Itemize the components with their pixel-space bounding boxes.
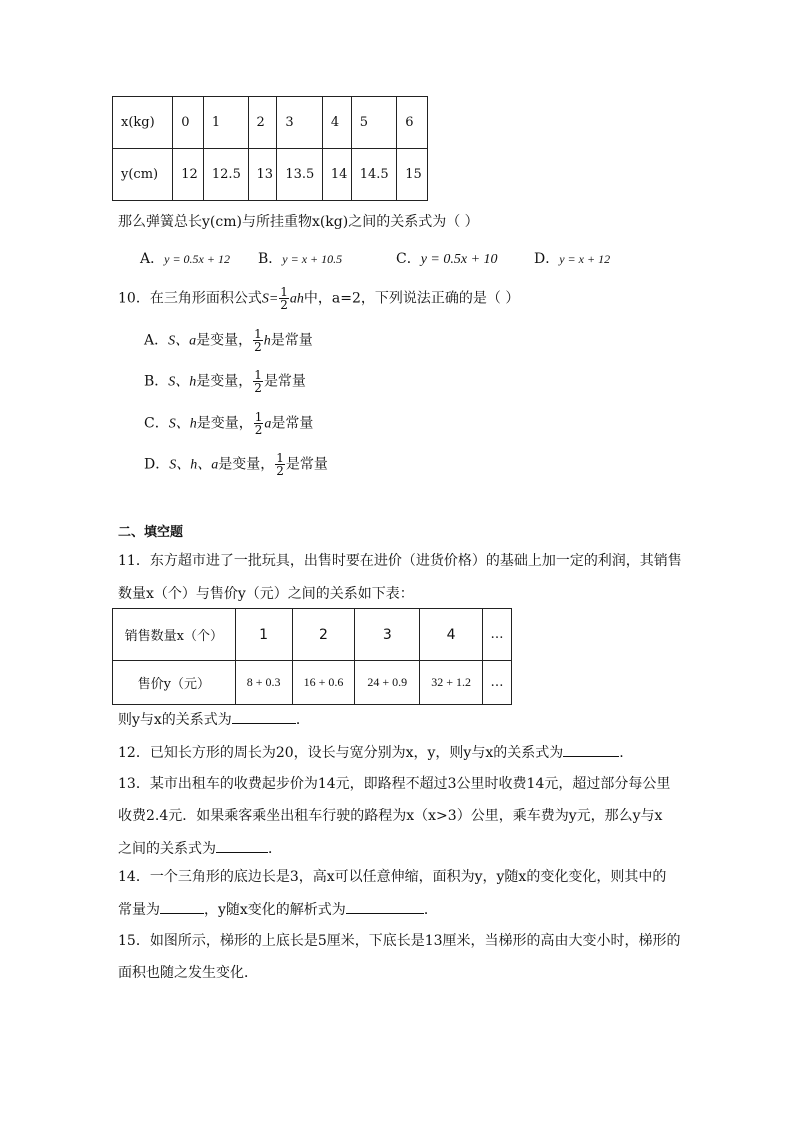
- table-cell: 1: [235, 609, 292, 661]
- table-header-cell: 售价y（元）: [113, 661, 236, 705]
- option-vars: S、h: [168, 374, 197, 390]
- table-cell: 13: [248, 149, 277, 201]
- fraction-denominator: 2: [254, 340, 262, 354]
- section-title: 二、填空题: [118, 525, 184, 540]
- q10-formula-right: ah: [289, 291, 304, 307]
- question-11-answer-line: [118, 709, 310, 730]
- option-b: [258, 249, 342, 269]
- fraction: [254, 411, 264, 436]
- table-cell: 5: [351, 97, 397, 149]
- table-cell: 2: [248, 97, 277, 149]
- answer-blank[interactable]: [160, 899, 204, 914]
- question-11-line1: 11．东方超市进了一批玩具，出售时要在进价（进货价格）的基础上加一定的利润，其销售: [118, 553, 682, 569]
- table-cell: 24 + 0.9: [355, 661, 420, 705]
- table-cell: 1: [203, 97, 248, 149]
- option-end: 是常量: [263, 373, 306, 390]
- table-header-cell: 销售数量x（个）: [113, 609, 236, 661]
- table-cell: 3: [277, 97, 323, 149]
- option-mid: 是变量，: [196, 373, 253, 390]
- fraction-numerator: 1: [276, 451, 284, 465]
- fraction-numerator: 1: [254, 410, 263, 424]
- option-d: [534, 249, 610, 269]
- q14-line2-b: ，y随x变化的解析式为: [204, 902, 346, 918]
- question-15-line2: 面积也随之发生变化．: [118, 965, 258, 981]
- q10-prefix: 10．在三角形面积公式: [118, 290, 262, 307]
- table-cell: 3: [355, 609, 420, 661]
- option-end: 是常量: [285, 456, 328, 473]
- table-row: [113, 97, 428, 149]
- answer-blank[interactable]: [346, 899, 424, 914]
- option-end: 是常量: [270, 332, 313, 349]
- table-cell: 15: [397, 149, 428, 201]
- table-cell: 32 + 1.2: [420, 661, 483, 705]
- q14-line2-a: 常量为: [118, 902, 160, 918]
- q11-end: ．: [295, 712, 310, 728]
- option-label: C．: [396, 251, 421, 267]
- option-end: 是常量: [271, 415, 314, 432]
- q10-option-a: [144, 328, 313, 353]
- question-14-line1: 14．一个三角形的底边长是3，高x可以任意伸缩，面积为y，y随x的变化变化，则其中的: [118, 869, 667, 885]
- option-vars: S、h、a: [169, 457, 219, 473]
- question-15-line1: 15．如图所示，梯形的上底长是5厘米，下底长是13厘米，当梯形的高由大变小时，梯形的: [118, 933, 681, 949]
- table-cell: 4: [420, 609, 483, 661]
- q10-option-c: [144, 411, 313, 436]
- fraction-numerator: 1: [254, 368, 262, 382]
- option-vars: S、h: [168, 416, 197, 432]
- fraction-denominator: 2: [254, 423, 263, 437]
- q10-option-b: [144, 369, 306, 394]
- option-after-frac: a: [264, 416, 272, 432]
- question-14-line2: [118, 899, 438, 920]
- option-a: [140, 249, 230, 269]
- question-10-stem: [118, 286, 519, 311]
- question-13-line1: 13．某市出租车的收费起步价为14元，即路程不超过3公里时收费14元，超过部分每公里: [118, 776, 671, 792]
- option-expr: y = x + 10.5: [282, 252, 343, 266]
- option-label: C．: [144, 415, 169, 432]
- table-row: [113, 661, 512, 705]
- table-cell: 12.5: [203, 149, 248, 201]
- answer-blank[interactable]: [216, 838, 268, 853]
- table-cell: 4: [322, 97, 351, 149]
- sales-table: [112, 608, 512, 705]
- fraction: [279, 286, 289, 311]
- table-cell: …: [483, 661, 512, 705]
- fraction: [275, 452, 285, 477]
- table-cell: 8 + 0.3: [235, 661, 292, 705]
- q12-end: .: [619, 745, 624, 761]
- option-label: A．: [144, 332, 169, 349]
- fraction-denominator: 2: [276, 464, 284, 478]
- question-11-line2: 数量x（个）与售价y（元）之间的关系如下表：: [118, 586, 414, 602]
- table-cell: 14.5: [351, 149, 397, 201]
- option-label: D．: [534, 251, 560, 267]
- q12-text: 12．已知长方形的周长为20，设长与宽分别为x，y，则y与x的关系式为: [118, 745, 564, 761]
- table-cell: 14: [322, 149, 351, 201]
- fraction-denominator: 2: [280, 298, 288, 312]
- option-label: A．: [140, 251, 165, 267]
- q10-suffix: 中，a=2，下列说法正确的是（ ）: [303, 290, 520, 307]
- answer-blank[interactable]: [563, 742, 619, 757]
- table-cell: 16 + 0.6: [292, 661, 355, 705]
- fraction: [253, 328, 263, 353]
- question-9-stem: 那么弹簧总长y(cm)与所挂重物x(kg)之间的关系式为（ ）: [118, 214, 479, 230]
- table-cell: y(cm): [113, 149, 173, 201]
- option-mid: 是变量，: [196, 332, 253, 349]
- option-expr: y = 0.5x + 10: [420, 252, 498, 267]
- spring-data-table: [112, 96, 428, 201]
- table-row: [113, 609, 512, 661]
- question-12: [118, 742, 624, 763]
- option-after-frac: h: [263, 333, 271, 349]
- option-c: [396, 249, 498, 270]
- option-mid: 是变量，: [218, 456, 275, 473]
- option-vars: S、a: [168, 333, 197, 349]
- table-cell: x(kg): [113, 97, 173, 149]
- fraction-numerator: 1: [280, 285, 288, 299]
- q14-end: ．: [423, 902, 438, 918]
- q10-formula-left: S=: [261, 291, 279, 307]
- table-cell: 12: [173, 149, 204, 201]
- table-cell: 2: [292, 609, 355, 661]
- q13-line3-text: 之间的关系式为: [118, 841, 216, 857]
- table-row: [113, 149, 428, 201]
- answer-blank[interactable]: [232, 709, 296, 724]
- option-label: D．: [144, 456, 170, 473]
- fraction: [253, 369, 263, 394]
- table-cell: 13.5: [277, 149, 323, 201]
- option-mid: 是变量，: [196, 415, 253, 432]
- q11-after-text: 则y与x的关系式为: [118, 712, 232, 728]
- table-cell: 0: [173, 97, 204, 149]
- question-13-line3: [118, 838, 282, 859]
- option-expr: y = 0.5x + 12: [164, 252, 230, 266]
- table-cell: 6: [397, 97, 428, 149]
- question-13-line2: 收费2.4元．如果乘客乘坐出租车行驶的路程为x（x>3）公里，乘车费为y元，那么y与x: [118, 808, 663, 824]
- option-expr: y = x + 12: [559, 252, 611, 266]
- table-cell: …: [483, 609, 512, 661]
- q13-end: ．: [268, 841, 282, 857]
- option-label: B．: [144, 373, 169, 390]
- option-label: B．: [258, 251, 283, 267]
- q10-option-d: [144, 452, 328, 477]
- fraction-denominator: 2: [254, 381, 262, 395]
- fraction-numerator: 1: [254, 327, 262, 341]
